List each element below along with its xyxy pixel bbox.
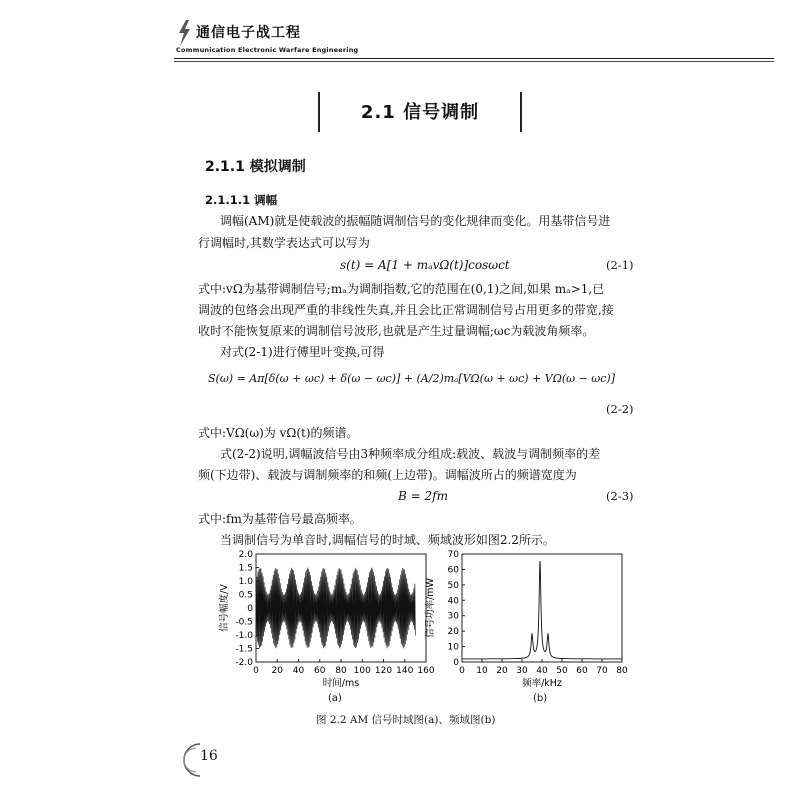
x-tick-label: 80	[616, 666, 628, 676]
subsection-title: 2.1.1 模拟调制	[205, 159, 306, 175]
x-tick-label: 30	[516, 666, 528, 676]
y-tick-label: 60	[447, 565, 459, 576]
time-domain-chart	[196, 548, 438, 708]
paragraph-line: 行调幅时,其数学表达式可以写为	[198, 236, 370, 250]
paragraph-line: 频(下边带)、载波与调制频率的和频(上边带)。调幅波所占的频谱宽度为	[198, 468, 577, 482]
y-tick-label: -2.0	[235, 658, 253, 668]
paragraph-line: 调幅(AM)就是使载波的振幅随调制信号的变化规律而变化。用基带信号进	[220, 214, 611, 228]
y-tick-label: 0.5	[238, 590, 253, 601]
y-tick-label: -1.0	[235, 631, 253, 641]
x-tick-label: 140	[396, 666, 414, 676]
x-tick-label: 80	[335, 666, 347, 676]
x-tick-label: 0	[459, 666, 465, 676]
x-tick-label: 20	[271, 666, 283, 676]
am-signal-line	[256, 568, 415, 649]
x-tick-label: 120	[374, 666, 393, 676]
figure-label-a: (a)	[328, 693, 342, 704]
y-axis-label: 信号幅度/V	[219, 584, 230, 632]
equation-number: (2-1)	[606, 258, 634, 272]
paragraph-line: 式(2-2)说明,调幅波信号由3种频率成分组成:载波、载波与调制频率的差	[220, 447, 601, 461]
plot-frame	[462, 554, 622, 662]
y-tick-label: -0.5	[235, 617, 253, 628]
paragraph-line: 式中:vΩ为基带调制信号;mₐ为调制指数,它的范围在(0,1)之间,如果 mₐ>1,已	[198, 282, 605, 296]
y-tick-label: -1.5	[235, 644, 253, 655]
page-number: 16	[200, 748, 218, 764]
x-tick-label: 160	[417, 666, 435, 676]
x-tick-label: 40	[292, 666, 305, 676]
y-axis-label: 信号功率/mW	[425, 578, 436, 638]
figure-caption: 图 2.2 AM 信号时域图(a)、频域图(b)	[316, 714, 496, 726]
running-header-subtitle: Communication Electronic Warfare Engineering	[176, 46, 359, 54]
paragraph-line: 式中:VΩ(ω)为 vΩ(t)的频谱。	[198, 426, 359, 440]
subsubsection-title: 2.1.1.1 调幅	[205, 193, 278, 207]
x-tick-label: 60	[576, 666, 588, 676]
x-axis-label: 时间/ms	[322, 678, 360, 689]
y-tick-label: 10	[447, 642, 459, 653]
equation-2-3: B = 2fm	[398, 489, 448, 503]
x-tick-label: 10	[476, 666, 488, 676]
x-tick-label: 0	[253, 666, 259, 676]
x-tick-label: 40	[536, 666, 548, 676]
paragraph-line: 对式(2-1)进行傅里叶变换,可得	[220, 345, 385, 359]
paragraph-line: 收时不能恢复原来的调制信号波形,也就是产生过量调幅;ωc为载波角频率。	[198, 324, 595, 338]
y-tick-label: 2.0	[238, 550, 253, 560]
paragraph-line: 式中:fm为基带信号最高频率。	[198, 512, 362, 526]
y-tick-label: 20	[447, 627, 459, 638]
x-tick-label: 60	[314, 666, 326, 676]
y-tick-label: 1.0	[238, 577, 253, 587]
lightning-bolt-icon	[174, 18, 194, 48]
y-tick-label: 1.5	[238, 563, 253, 574]
x-axis-label: 频率/kHz	[522, 678, 562, 689]
section-title: 2.1 信号调制	[360, 102, 480, 123]
y-tick-label: 70	[447, 550, 459, 560]
equation-2-2: S(ω) = Aπ[δ(ω + ωc) + δ(ω − ωc)] + (A/2)mₐ[VΩ(ω + ωc) + VΩ(ω − ωc)]	[208, 372, 616, 385]
figure-label-b: (b)	[533, 693, 548, 704]
running-header-title: 通信电子战工程	[196, 25, 301, 41]
equation-number: (2-2)	[606, 402, 634, 416]
y-tick-label: 40	[447, 596, 459, 607]
y-tick-label: 0	[247, 604, 253, 614]
x-tick-label: 50	[556, 666, 568, 676]
header-rule	[174, 58, 774, 59]
equation-number: (2-3)	[606, 489, 634, 503]
y-tick-label: 30	[447, 611, 459, 622]
y-tick-label: 50	[447, 580, 459, 591]
spectrum-line	[462, 561, 622, 659]
header-rule-thin	[174, 61, 774, 62]
equation-2-1: s(t) = A[1 + mₐvΩ(t)]cosωct	[340, 258, 510, 272]
x-tick-label: 70	[596, 666, 608, 676]
paragraph-line: 调波的包络会出现严重的非线性失真,并且会比正常调制信号占用更多的带宽,接	[198, 303, 614, 317]
x-tick-label: 20	[496, 666, 508, 676]
x-tick-label: 100	[353, 666, 371, 676]
paragraph-line: 当调制信号为单音时,调幅信号的时域、频域波形如图2.2所示。	[220, 533, 555, 547]
y-tick-label: 0	[453, 658, 459, 668]
